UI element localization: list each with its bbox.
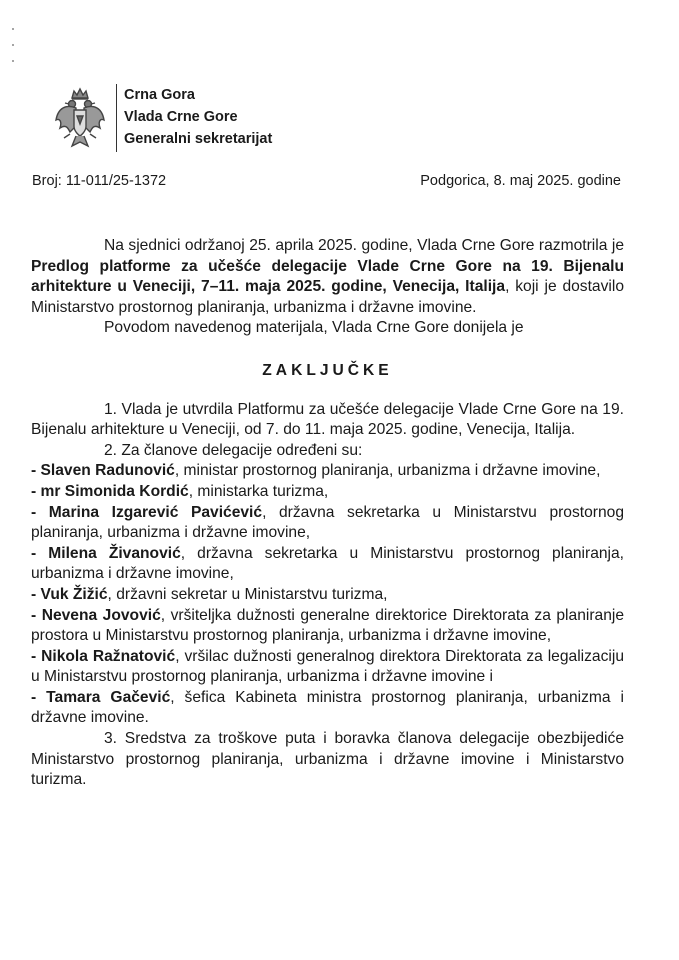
issuer-country: Crna Gora	[124, 87, 195, 103]
member-bullet: -	[31, 688, 47, 706]
member-role: , državna sekretarka u Ministarstvu prostornog planiranja, urbanizma i državne imovine,	[31, 544, 625, 583]
member-bullet: -	[31, 544, 49, 562]
member-role: , ministarka turizma,	[188, 482, 329, 500]
member-name: Nevena Jovović	[41, 606, 161, 624]
delegation-member	[31, 544, 624, 585]
scan-speck	[12, 28, 14, 30]
member-role: , šefica Kabineta ministra prostornog planiranja, urbanizma i državne imovine.	[31, 688, 624, 727]
document-body	[31, 236, 624, 791]
member-bullet: -	[31, 482, 41, 500]
delegation-member	[31, 647, 624, 688]
member-name: Vuk Žižić	[40, 585, 108, 603]
conclusions-heading: ZAKLJUČKE	[262, 361, 393, 379]
intro-paragraph	[31, 236, 624, 318]
member-role: , vršiteljka dužnosti generalne direktorice Direktorata za planiranje prostora u Ministarstvu prostornog planiranja, urbanizma i državne imovine,	[31, 606, 625, 645]
montenegro-coat-of-arms-icon	[52, 86, 108, 150]
member-bullet: -	[31, 585, 41, 603]
member-name: Marina Izgarević Pavićević	[48, 503, 263, 521]
delegation-member	[31, 688, 624, 729]
intro-text: , koji je dostavilo Ministarstvo prostornog planiranja, urbanizma i državne imovine.	[31, 278, 624, 316]
member-bullet: -	[31, 606, 42, 624]
member-bullet: -	[31, 647, 42, 665]
reference-number: Broj: 11-011/25-1372	[32, 173, 167, 189]
member-name: Nikola Ražnatović	[41, 647, 176, 665]
member-role: , vršilac dužnosti generalnog direktora Direktorata za legalizaciju u Ministarstvu prostornog planiranja, urbanizma i državne imovine i	[31, 647, 624, 686]
member-name: Tamara Gačević	[46, 688, 171, 706]
conclusion-3: 3. Sredstva za troškove puta i boravka članova delegacije obezbijediće Ministarstvo prostornog planiranja, urbanizma i državne imovine i Ministarstvo turizma.	[31, 730, 624, 789]
member-role: , državni sekretar u Ministarstvu turizma,	[107, 585, 388, 603]
issuer-secretariat: Generalni sekretarijat	[124, 131, 273, 147]
scan-speck	[12, 60, 14, 62]
member-bullet: -	[31, 503, 49, 521]
member-name: Slaven Radunović	[40, 462, 175, 480]
member-role: , državna sekretarka u Ministarstvu prostornog planiranja, urbanizma i državne imovine,	[31, 503, 624, 542]
delegation-member	[31, 606, 624, 647]
decision-intro: Povodom navedenog materijala, Vlada Crne Gore donijela je	[104, 319, 524, 337]
issuer-government: Vlada Crne Gore	[124, 109, 238, 125]
conclusion-2: 2. Za članove delegacije određeni su:	[104, 441, 363, 459]
delegation-member	[31, 503, 624, 544]
proposal-title: Predlog platforme za učešće delegacije Vlade Crne Gore na 19. Bijenalu arhitekture u Veneciji, 7–11. maja 2025. godine, Venecija, Italija	[31, 257, 624, 296]
member-name: Milena Živanović	[48, 544, 181, 562]
delegation-member	[31, 461, 624, 482]
place-date: Podgorica, 8. maj 2025. godine	[420, 173, 621, 189]
scan-speck	[12, 44, 14, 46]
member-role: , ministar prostornog planiranja, urbanizma i državne imovine,	[174, 462, 601, 480]
member-bullet: -	[31, 462, 41, 480]
header-divider	[116, 84, 117, 152]
delegation-member	[31, 482, 624, 503]
member-name: mr Simonida Kordić	[40, 482, 189, 500]
conclusion-1: 1. Vlada je utvrdila Platformu za učešće delegacije Vlade Crne Gore na 19. Bijenalu arhitekture u Veneciji, od 7. do 11. maja 2025. godine, Venecija, Italija.	[31, 400, 624, 439]
intro-text: Na sjednici održanoj 25. aprila 2025. godine, Vlada Crne Gore razmotrila je	[104, 237, 624, 254]
delegation-member-list	[31, 461, 624, 729]
issuer-block	[124, 84, 272, 150]
delegation-member	[31, 585, 624, 606]
